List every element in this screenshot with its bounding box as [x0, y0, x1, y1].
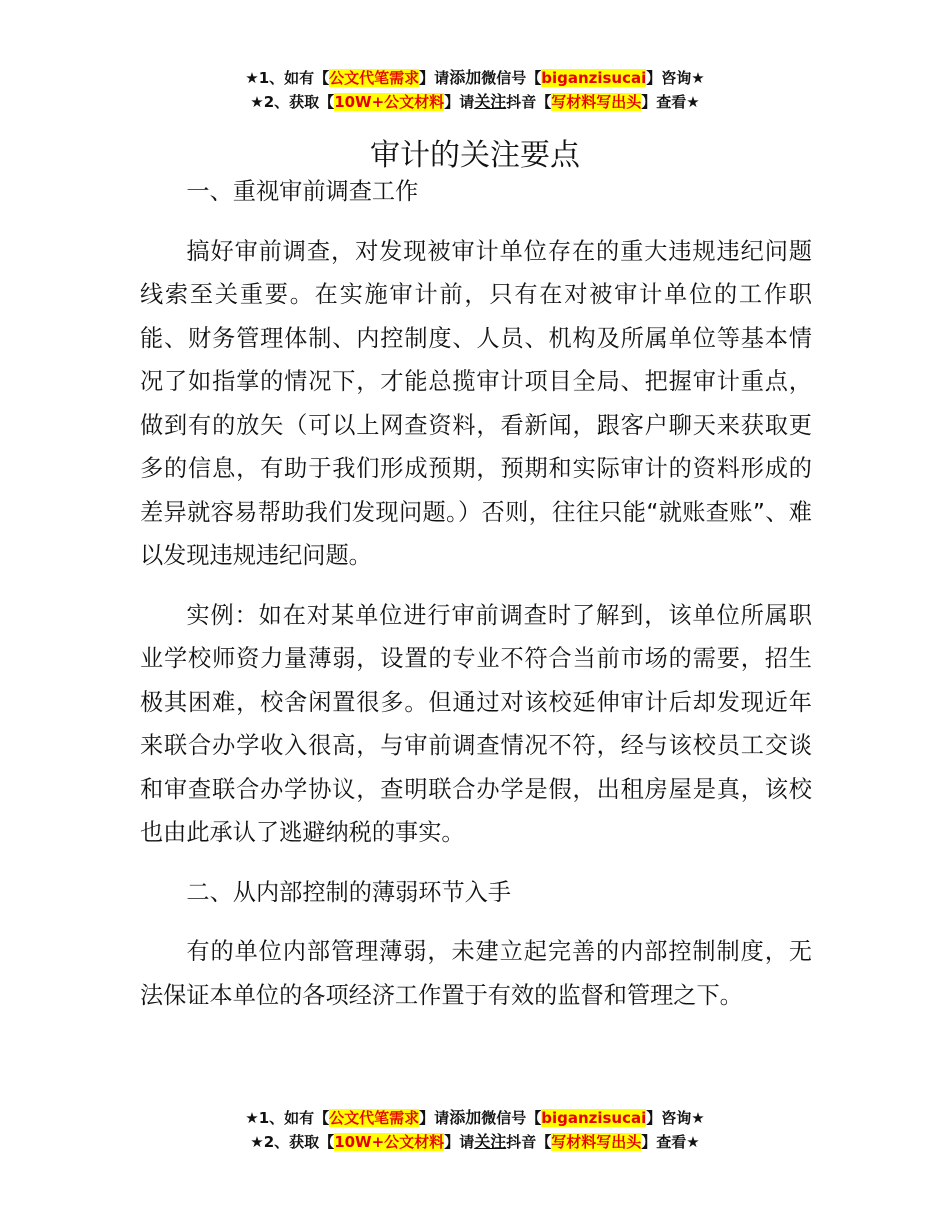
banner-text: 抖音【 — [506, 1133, 552, 1151]
banner-text: 】请 — [444, 1133, 475, 1151]
banner-highlight: biganzisucai — [541, 69, 647, 87]
banner-emphasis: 关注 — [474, 1132, 507, 1151]
banner-emphasis: 关注 — [474, 92, 507, 111]
banner-highlight: 写材料写出头 — [551, 1133, 642, 1151]
banner-text: 】请 — [419, 69, 450, 87]
banner-text: 微信号【 — [481, 1109, 542, 1127]
banner-line-2 — [0, 90, 950, 114]
banner-line-1 — [0, 66, 950, 90]
banner-text: ★2、获取【 — [250, 93, 335, 111]
body-paragraph: 搞好审前调查，对发现被审计单位存在的重大违规违纪问题线索至关重要。在实施审计前，只有在对被审计单位的工作职能、财务管理体制、内控制度、人员、机构及所属单位等基本情况了如指掌的情况下，才能总揽审计项目全局、把握审计重点，做到有的放矢（可以上网查资料，看新闻，跟客户聊天来获取更多的信息，有助于我们形成预期，预期和实际审计的资料形成的差异就容易帮助我们发现问题。）否则，往往只能“就账查账”、难以发现违规违纪问题。 — [140, 237, 812, 569]
banner-text: ★2、获取【 — [250, 1133, 335, 1151]
banner-line-2 — [0, 1130, 950, 1154]
banner-text: 】请 — [419, 1109, 450, 1127]
banner-highlight: 公文代笔需求 — [329, 1109, 420, 1127]
document-body — [140, 170, 812, 1033]
banner-highlight: biganzisucai — [541, 1109, 647, 1127]
banner-text: ★1、如有【 — [245, 1109, 330, 1127]
banner-text: 抖音【 — [506, 93, 552, 111]
banner-text: 】查看★ — [641, 1133, 700, 1151]
banner-emphasis: 添加 — [449, 1108, 482, 1127]
banner-highlight: 写材料写出头 — [551, 93, 642, 111]
section-heading: 二、从内部控制的薄弱环节入手 — [186, 878, 512, 906]
banner-highlight: 10W+公文材料 — [334, 93, 445, 111]
footer-banner — [0, 1106, 950, 1154]
banner-text: ★1、如有【 — [245, 69, 330, 87]
banner-text: 】咨询★ — [646, 69, 705, 87]
body-paragraph: 有的单位内部管理薄弱，未建立起完善的内部控制制度，无法保证本单位的各项经济工作置于有效的监督和管理之下。 — [140, 938, 812, 1009]
banner-text: 】查看★ — [641, 93, 700, 111]
banner-line-1 — [0, 1106, 950, 1130]
banner-highlight: 公文代笔需求 — [329, 69, 420, 87]
banner-text: 】咨询★ — [646, 1109, 705, 1127]
document-title: 审计的关注要点 — [370, 138, 580, 174]
banner-highlight: 10W+公文材料 — [334, 1133, 445, 1151]
section-heading: 一、重视审前调查工作 — [186, 178, 419, 205]
banner-emphasis: 添加 — [449, 68, 482, 87]
body-paragraph: 实例：如在对某单位进行审前调查时了解到，该单位所属职业学校师资力量薄弱，设置的专业不符合当前市场的需要，招生极其困难，校舍闲置很多。但通过对该校延伸审计后却发现近年来联合办学收入很高，与审前调查情况不符，经与该校员工交谈和审查联合办学协议，查明联合办学是假，出租房屋是真，该校也由此承认了逃避纳税的事实。 — [140, 601, 812, 846]
banner-text: 】请 — [444, 93, 475, 111]
banner-text: 微信号【 — [481, 69, 542, 87]
header-banner — [0, 66, 950, 114]
